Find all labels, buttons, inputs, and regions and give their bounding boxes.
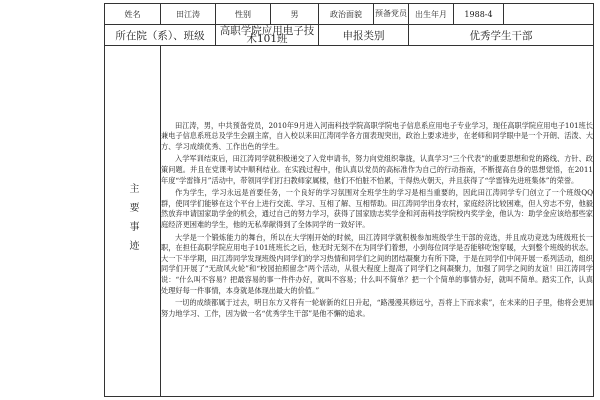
- paragraph-3: 作为学生，学习永远是首要任务，一个良好的学习氛围对全班学生的学习是相当重要的，因此田江涛同学专门创立了一个班级QQ群，使同学们能够在这个平台上进行交流、学习、互相了解、互相帮助。田江涛同学出身农村，家庭经济比较困难，但人穷志不穷，他毅然放弃申请国家助学金的机会，通过自己的努力学习，获得了国家励志奖学金和河南科技学院校内奖学金，他认为：助学金应该给那些家庭经济更困难的学生，他的无私奉献得到了全体同学的一致好评。: [161, 188, 593, 229]
- gender-value: 男: [271, 4, 319, 25]
- gender-label: 性别: [216, 4, 271, 25]
- paragraph-5: 一切的成绩都属于过去，明日东方又将有一轮崭新的红日升起，“路漫漫其修远兮，吾将上下而求索”，在未来的日子里，他将会更加努力地学习、工作，因为做一名“优秀学生干部”是他不懈的追求。: [161, 298, 593, 318]
- apply-type-value: 优秀学生干部: [409, 25, 594, 46]
- section-label: 主要事迹: [127, 183, 138, 259]
- header-row-2: [105, 25, 594, 46]
- section-label-cell: [105, 46, 161, 397]
- deeds-content: [161, 46, 594, 397]
- political-value: 预备党员: [374, 4, 409, 25]
- political-label: 政治面貌: [319, 4, 374, 25]
- dept-label: 所在院（系）、班级: [105, 25, 216, 46]
- name-value: 田江涛: [161, 4, 216, 25]
- paragraph-1: 田江涛，男，中共预备党员，2010年9月进入河南科技学院高职学院电子信息系应用电子专业学习，现任高职学院应用电子101班长兼电子信息系班总及学生会副主席，自入校以来田江涛同学各方面表现突出，政治上要求进步，在老师和同学眼中是一个开朗、活泼、大方、学习成绩优秀、工作出色的学生。: [161, 120, 593, 151]
- header-row-1-blank: [504, 4, 594, 25]
- paragraph-2: 入学军训结束后，田江涛同学就积极递交了入党申请书，努力向党组织靠拢，认真学习“三个代表”的重要思想和党的路线、方针、政策问题。并且在党课考试中顺利结业。在实践过程中，他认真以党员的高标准作为自己的行动指南，不断提高自身的思想觉悟，在2011年度“学雷锋月”活动中，带领同学们打扫教师家属楼，他们不怕脏不怕累，干得热火朝天，并且获得了“学雷锋先进班集体”的荣誉。: [161, 154, 593, 185]
- header-row-1: [105, 4, 594, 25]
- paragraph-4: 大学是一个锻炼能力的舞台，所以在大学刚开始的时候，田江涛同学就积极参加班级学生干部的竞选，并且成功竞选为班级班长一职，在担任高职学院应用电子101班班长之后，他无时无刻不在为同学们着想，小到每位同学是否能够吃饱穿暖，大到整个班级的状态。大一下半学期，田江涛同学发现班级内同学们的学习热情和同学们之间的团结凝聚力有所下降，于是在同学们中间开展一系列活动，组织同学们开展了“无敌风火轮”和“校园拍照留念”两个活动，从很大程度上提高了同学们之间凝聚力，加强了同学之间的友谊！田江涛同学说：“什么叫不容易？把最容易的事一件件办好，就叫不容易；什么叫不简单？把一个个简单的事情办好，就叫不简单。踏实工作，认真处理好每一件事情，本身就是体现出最大的价值。”: [161, 232, 593, 295]
- name-label: 姓名: [105, 4, 161, 25]
- birth-value: 1988-4: [454, 4, 504, 25]
- dept-value: 高职学院应用电子技术101班: [216, 25, 319, 46]
- award-application-form: [104, 3, 594, 397]
- main-deeds-row: [105, 46, 594, 397]
- birth-label: 出生年月: [409, 4, 454, 25]
- apply-type-label: 申报类别: [319, 25, 409, 46]
